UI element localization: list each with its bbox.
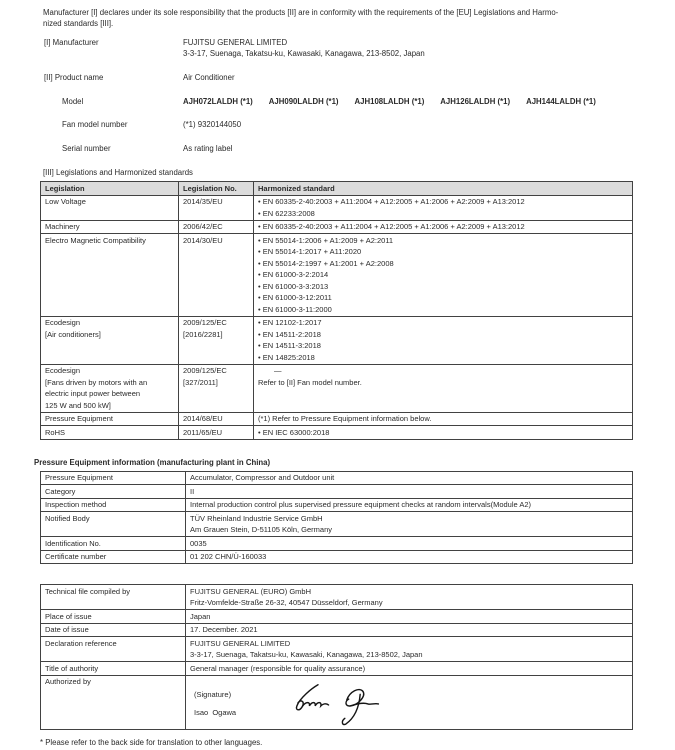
legislation-no: 2009/125/EC [183, 318, 227, 327]
table-row [41, 195, 633, 220]
legislation-table [40, 181, 633, 440]
legislation-no: 2009/125/EC [183, 366, 227, 375]
model-value: AJH108LALDH (*1) [354, 97, 425, 106]
legislation-name: Low Voltage [45, 197, 86, 206]
table-row [41, 623, 633, 637]
col-header-harmonized-standard: Harmonized standard [254, 182, 633, 196]
field-label: Authorized by [45, 677, 91, 686]
serial-number-value: As rating label [183, 144, 233, 153]
field-value: 3-3-17, Suenaga, Takatsu-ku, Kawasaki, Kanagawa, 213-8502, Japan [190, 650, 423, 659]
field-value: Am Grauen Stein, D-51105 Köln, Germany [190, 525, 333, 534]
manufacturer-name: FUJITSU GENERAL LIMITED [183, 38, 288, 47]
product-name-row [44, 72, 675, 83]
table-row [41, 512, 633, 537]
intro-line-2: nized standards [III]. [43, 19, 114, 28]
table-row [41, 316, 633, 364]
field-value: II [190, 486, 195, 496]
model-value: AJH072LALDH (*1) [183, 97, 253, 106]
standard-line: • EN 60335-2-40:2003 + A11:2004 + A12:2005 + A1:2006 + A2:2009 + A13:2012 [258, 197, 525, 206]
manufacturer-row [44, 37, 675, 59]
legislation-name: Pressure Equipment [45, 414, 113, 423]
legislation-name: RoHS [45, 427, 66, 437]
table-row [41, 220, 633, 234]
table-row [41, 550, 633, 564]
legislation-no: 2014/68/EU [183, 414, 223, 423]
field-value: General manager (responsible for quality assurance) [190, 663, 366, 673]
legislation-section-title: [III] Legislations and Harmonized standards [43, 168, 193, 177]
legislation-no: 2014/35/EU [183, 197, 223, 206]
field-label: Declaration reference [45, 638, 117, 648]
field-label: Certificate number [45, 552, 107, 561]
standard-line: • EN 60335-2-40:2003 + A11:2004 + A12:2005 + A1:2006 + A2:2009 + A13:2012 [258, 222, 525, 231]
serial-number-label: Serial number [62, 144, 111, 153]
table-row [41, 662, 633, 676]
table-row [41, 364, 633, 412]
field-label: Title of authority [45, 663, 99, 673]
table-row [41, 585, 633, 610]
standard-line: • EN 55014-2:1997 + A1:2001 + A2:2008 [258, 258, 394, 268]
model-value: AJH144LALDH (*1) [526, 97, 596, 106]
model-label: Model [62, 97, 84, 106]
field-value: Japan [190, 611, 211, 621]
table-row [41, 412, 633, 426]
legislation-no: 2014/30/EU [183, 235, 223, 245]
product-name-value: Air Conditioner [183, 73, 235, 82]
product-name-label: [II] Product name [44, 73, 104, 82]
fan-model-row [62, 119, 675, 130]
legislation-name: Ecodesign [45, 366, 81, 375]
table-row [41, 637, 633, 662]
issue-table [40, 584, 633, 730]
legislation-name: [Air conditioners] [45, 329, 101, 339]
legislation-no: 2006/42/EC [183, 222, 223, 231]
field-value: Internal production control plus supervised pressure equipment checks at random intervals(Module A2) [190, 500, 532, 509]
intro-line-1: Manufacturer [I] declares under its sole responsibility that the products [II] are in conformity with the requirements of the [EU] Legislations and Harmo- [43, 8, 559, 17]
standard-line: • EN IEC 63000:2018 [258, 427, 330, 437]
field-value: FUJITSU GENERAL LIMITED [190, 638, 291, 648]
standard-line: (*1) Refer to Pressure Equipment information below. [258, 414, 432, 423]
field-label: Category [45, 486, 76, 496]
model-value: AJH090LALDH (*1) [268, 97, 339, 106]
field-label: Identification No. [45, 538, 101, 548]
standard-line: • EN 14825:2018 [258, 352, 315, 362]
pressure-section-title: Pressure Equipment information (manufacturing plant in China) [34, 457, 271, 467]
legislation-name: Electro Magnetic Compatibility [45, 235, 146, 245]
table-row [41, 498, 633, 512]
field-label: Date of issue [45, 625, 89, 634]
standard-line: • EN 55014-1:2006 + A1:2009 + A2:2011 [258, 235, 394, 245]
legislation-no: [2016/2281] [183, 329, 223, 339]
standard-line: — [274, 366, 282, 375]
standard-line: • EN 61000-3-12:2011 [258, 293, 332, 302]
model-value: AJH126LALDH (*1) [440, 97, 511, 106]
col-header-legislation-no: Legislation No. [179, 182, 254, 196]
manufacturer-value [183, 37, 425, 59]
field-label: Place of issue [45, 611, 92, 621]
fan-model-value: (*1) 9320144050 [183, 120, 242, 129]
authorized-by-row [41, 675, 633, 729]
pressure-equipment-table [40, 471, 633, 565]
legislation-name: [Fans driven by motors with an [45, 377, 148, 387]
field-value: 01 202 CHN/Ü-160033 [190, 552, 267, 561]
legislation-name: Ecodesign [45, 318, 81, 327]
table-row [41, 610, 633, 624]
manufacturer-label: [I] Manufacturer [44, 38, 99, 47]
field-label: Inspection method [45, 500, 107, 509]
field-value: FUJITSU GENERAL (EURO) GmbH [190, 586, 311, 596]
translation-footnote: * Please refer to the back side for translation to other languages. [40, 737, 263, 747]
standard-line: Refer to [II] Fan model number. [258, 377, 362, 387]
field-value: TÜV Rheinland Industrie Service GmbH [190, 513, 323, 523]
standard-line: • EN 61000-3-11:2000 [258, 304, 332, 314]
model-list [183, 96, 596, 107]
field-label: Notified Body [45, 513, 90, 523]
signature-caption: (Signature) [194, 690, 232, 699]
serial-number-row [62, 143, 675, 154]
standard-line: • EN 14511-3:2018 [258, 341, 321, 350]
field-value: Fritz-Vomfelde-Straße 26-32, 40547 Düsseldorf, Germany [190, 598, 383, 607]
model-row [62, 96, 675, 107]
field-value: 17. December. 2021 [190, 625, 258, 634]
legislation-no: 2011/65/EU [183, 427, 223, 437]
table-row [41, 426, 633, 440]
standard-line: • EN 12102-1:2017 [258, 318, 322, 327]
table-row [41, 485, 633, 499]
signer-name: Isao Ogawa [194, 707, 237, 717]
signature-cell [186, 675, 633, 729]
field-label: Pressure Equipment [45, 473, 113, 482]
col-header-legislation: Legislation [41, 182, 179, 196]
handwritten-signature [286, 680, 396, 726]
legislation-name: electric input power between [45, 389, 141, 398]
legislation-header-row [41, 182, 633, 196]
standard-line: • EN 61000-3-3:2013 [258, 281, 329, 291]
field-value: 0035 [190, 538, 207, 548]
standard-line: • EN 61000-3-2:2014 [258, 270, 329, 279]
manufacturer-address: 3-3-17, Suenaga, Takatsu-ku, Kawasaki, Kanagawa, 213-8502, Japan [183, 49, 425, 58]
standard-line: • EN 62233:2008 [258, 208, 315, 218]
field-label: Technical file compiled by [45, 586, 131, 596]
table-row [41, 234, 633, 317]
table-row [41, 471, 633, 485]
field-value: Accumulator, Compressor and Outdoor unit [190, 473, 335, 482]
legislation-name: 125 W and 500 kW] [45, 400, 111, 410]
legislation-no: [327/2011] [183, 377, 218, 387]
standard-line: • EN 55014-1:2017 + A11:2020 [258, 247, 362, 256]
fan-model-label: Fan model number [62, 120, 128, 129]
intro-paragraph [43, 7, 653, 29]
legislation-name: Machinery [45, 222, 80, 231]
standard-line: • EN 14511-2:2018 [258, 329, 321, 339]
table-row [41, 537, 633, 551]
